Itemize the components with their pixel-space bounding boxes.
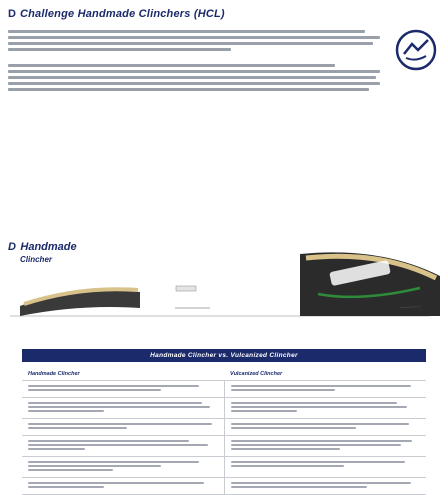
intro-paragraph (8, 30, 380, 54)
table-row (22, 380, 426, 397)
table-cell (22, 398, 224, 418)
product-brand-name: Handmade (20, 241, 77, 253)
table-row (22, 418, 426, 435)
brand-logo-mark: D (8, 8, 16, 20)
table-cell (224, 381, 427, 397)
table-cell (22, 419, 224, 435)
table-cell (22, 436, 224, 456)
table-row (22, 477, 426, 495)
handmade-tire-illustration (20, 289, 140, 316)
table-row (22, 435, 426, 456)
handmade-column-header: Handmade Clincher (28, 371, 80, 377)
casing-label: casing (408, 305, 423, 311)
table-cell (22, 478, 224, 494)
table-cell (224, 457, 427, 477)
product-brand-sub: Clincher (20, 255, 53, 264)
table-row (22, 397, 426, 418)
table-cell (22, 457, 224, 477)
table-cell (224, 436, 427, 456)
detail-paragraph (8, 64, 380, 94)
tire-cross-section-illustration (0, 246, 448, 328)
comparison-banner: Handmade Clincher vs. Vulcanized Clincher (22, 349, 426, 362)
table-cell (224, 419, 427, 435)
vulcanized-column-header: Vulcanized Clincher (230, 371, 283, 377)
page-header (8, 6, 225, 22)
comparison-table (22, 368, 426, 495)
table-row (22, 456, 426, 477)
brand-badge-icon (394, 28, 438, 72)
page-title: Challenge Handmade Clinchers (HCL) (19, 8, 225, 20)
product-brand-mark: D (8, 241, 16, 253)
table-cell (224, 478, 427, 494)
table-cell (224, 398, 427, 418)
comparison-table-header (22, 368, 426, 380)
table-cell (22, 381, 224, 397)
